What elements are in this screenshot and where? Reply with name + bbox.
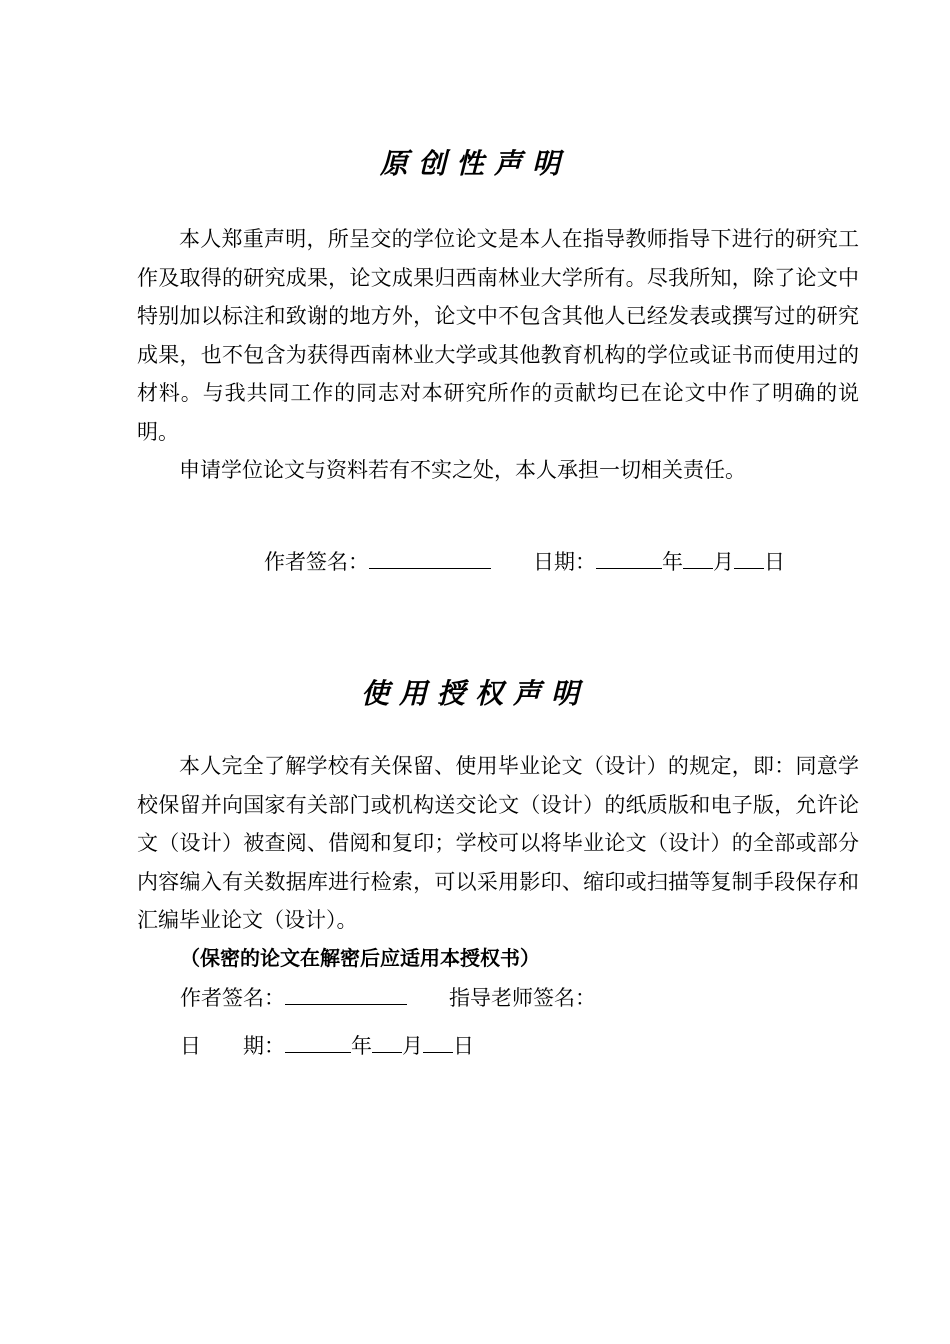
authorization-paragraph: 本人完全了解学校有关保留、使用毕业论文（设计）的规定，即：同意学校保留并向国家有关部门或机构送交论文（设计）的纸质版和电子版，允许论文（设计）被查阅、借阅和复印；学校可以将毕业论文（设计）的全部或部分内容编入有关数据库进行检索，可以采用影印、缩印或扫描等复制手段保存和汇编毕业论文（设计）。 xyxy=(137,754,859,932)
date-label: 日期： xyxy=(533,550,596,574)
advisor-signature-line xyxy=(449,982,596,1012)
auth-year-label: 年 xyxy=(351,1034,372,1058)
auth-author-field[interactable] xyxy=(285,984,407,1005)
auth-month-field[interactable] xyxy=(372,1032,402,1053)
originality-signature-line xyxy=(264,546,491,576)
auth-day-label: 日 xyxy=(453,1034,474,1058)
authorization-author-line xyxy=(180,982,407,1012)
month-label: 月 xyxy=(713,550,734,574)
confidential-note: （保密的论文在解密后应适用本授权书） xyxy=(180,946,540,970)
year-field[interactable] xyxy=(596,548,662,569)
day-field[interactable] xyxy=(734,548,764,569)
auth-month-label: 月 xyxy=(402,1034,423,1058)
author-signature-field[interactable] xyxy=(369,548,491,569)
authorization-title: 使用授权声明 xyxy=(360,677,589,710)
advisor-label: 指导老师签名： xyxy=(449,986,596,1010)
day-label: 日 xyxy=(764,550,785,574)
originality-title: 原创性声明 xyxy=(379,147,570,180)
auth-date-label: 日 期： xyxy=(180,1034,285,1058)
authorization-date-line xyxy=(180,1030,474,1060)
year-label: 年 xyxy=(662,550,683,574)
auth-year-field[interactable] xyxy=(285,1032,351,1053)
originality-paragraph: 本人郑重声明，所呈交的学位论文是本人在指导教师指导下进行的研究工作及取得的研究成果，论文成果归西南林业大学所有。尽我所知，除了论文中特别加以标注和致谢的地方外，论文中不包含其他人已经发表或撰写过的研究成果，也不包含为获得西南林业大学或其他教育机构的学位或证书而使用过的材料。与我共同工作的同志对本研究所作的贡献均已在论文中作了明确的说明。 xyxy=(137,227,859,444)
auth-author-label: 作者签名： xyxy=(180,986,285,1010)
responsibility-paragraph: 申请学位论文与资料若有不实之处，本人承担一切相关责任。 xyxy=(179,458,746,482)
originality-date-line xyxy=(533,546,785,576)
auth-day-field[interactable] xyxy=(423,1032,453,1053)
author-signature-label: 作者签名： xyxy=(264,550,369,574)
month-field[interactable] xyxy=(683,548,713,569)
